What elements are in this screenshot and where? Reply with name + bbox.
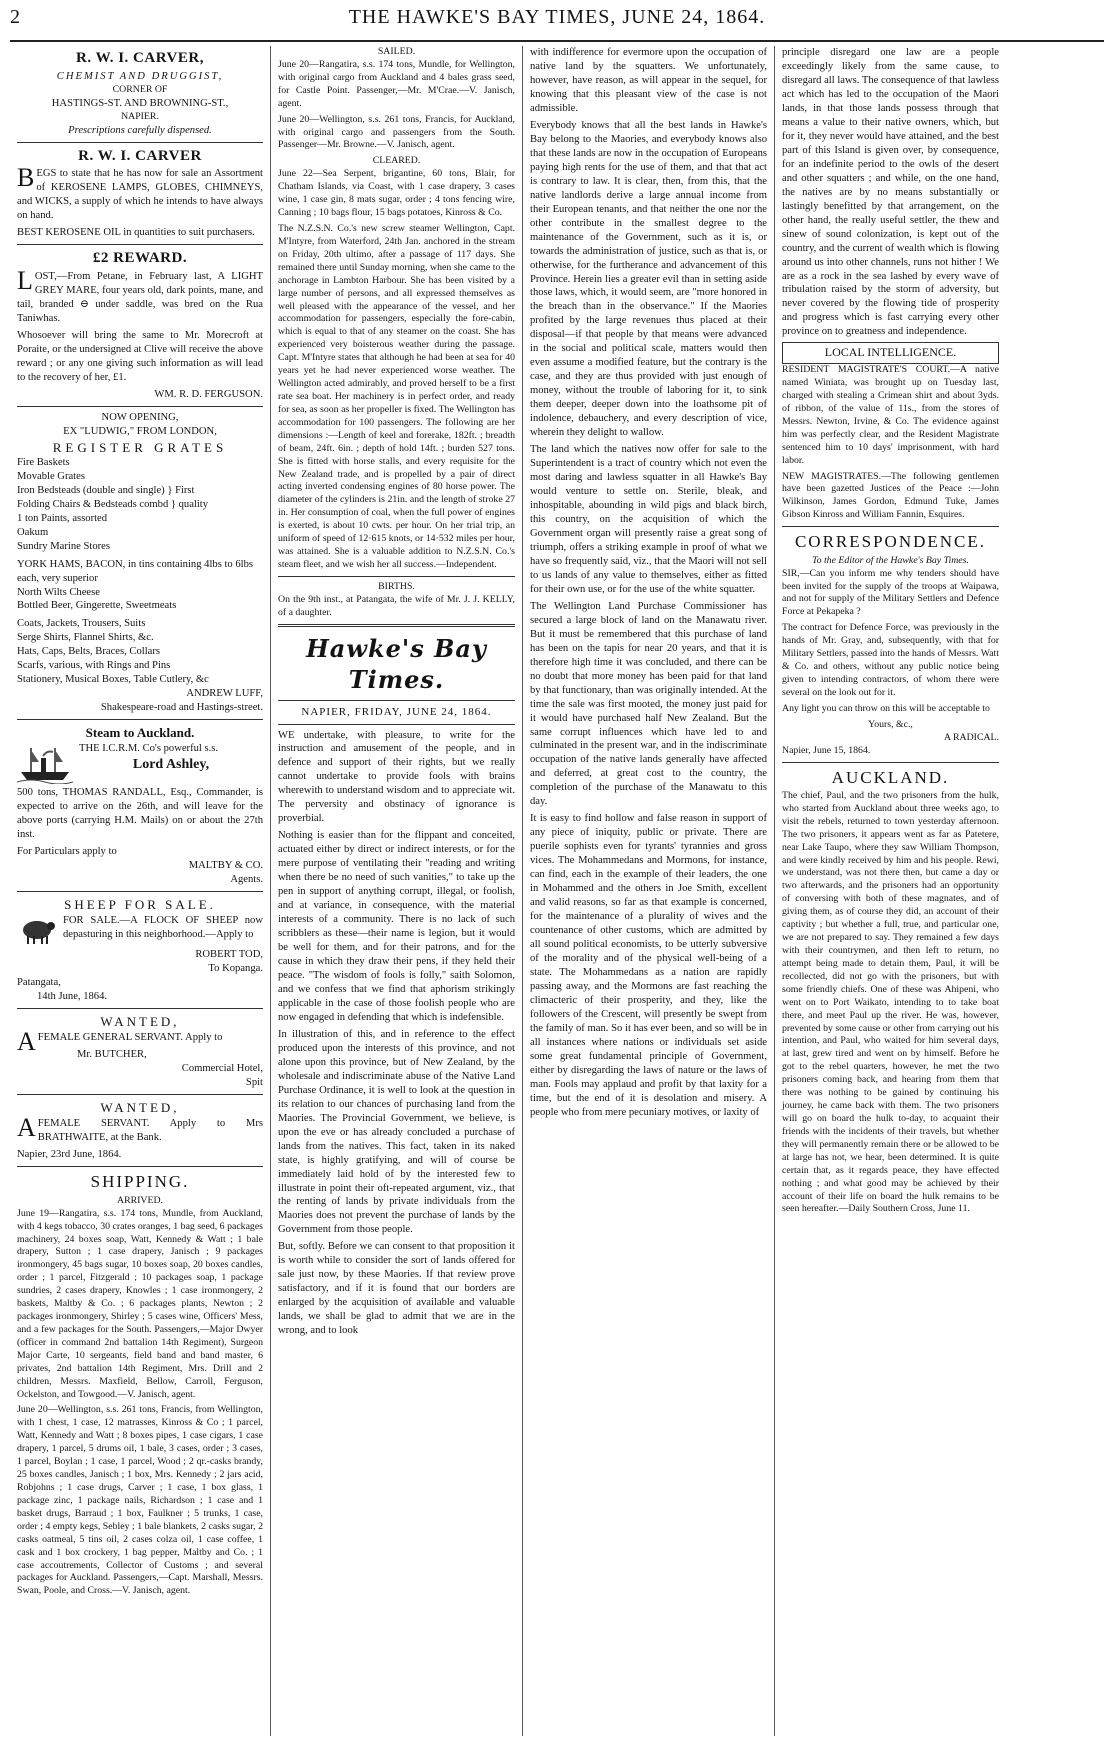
editorial-dateline: NAPIER, FRIDAY, JUNE 24, 1864. (301, 705, 492, 718)
steamship-icon (17, 744, 73, 784)
sheep-signed: ROBERT TOD, (195, 949, 263, 961)
sheep-text: FOR SALE.—A FLOCK OF SHEEP now depasturing in this neighborhood.—Apply to (63, 915, 263, 941)
correspondence-date: Napier, June 15, 1864. (782, 744, 871, 756)
cleared-heading: CLEARED. (372, 155, 421, 167)
correspondence-signed: A RADICAL. (944, 731, 999, 743)
auckland-article: The chief, Paul, and the two prisoners from the hulk, who started from Auckland about three weeks ago, to visit the rebels, returned to town yesterday afternoon. The two prisoners, it appears went as far as Patetere, near Lake Taupo, where they saw William Thompson, and were kindly received by him and his people. Rewi, we understand, was not there then, but came a day or two afterwards, and the prisoners had an opportunity of conversing with both of these magnates, and of giving them, as of course they did, an account of their captivity ; but whether a full, true, and particular one, we are not prepared to say. They remained a few days with their countrymen, and then left to return, no attempt being made to detain them, Paul, it will be recollected, did not go with the prisoners, but with some friendly chiefs. One of these was Ahipeni, who went on to Port Waikato, intending to to take boat there, and meet Paul up the river. He was, however, prevented by some cause or other from carrying out his intention, and Paul, who waited for him several days, at last, grew tired and went on by himself. Before he got to the rebel quarters, however, he met the two prisoners coming back, and hearing from them that there was nothing to be gained by continuing his journey, he came back with them. The two prisoners will go on board the hulk to-day, to acquaint their friends with the incidents of their travels, but whether they will permanently remain there or be allowed to be at large has not, we hear, been determined. It is quite certain that, as it regards peace, they have effected nothing ; and what good may be achieved by their account of their life on board the hulk remains to be seen hereafter.—Daily Southern Cross, June 11. (782, 789, 999, 1215)
steam-ship-name: Lord Ashley, (132, 757, 210, 773)
list-item: YORK HAMS, BACON, in tins containing 4lbs to 6lbs each, very superior (17, 558, 254, 584)
reward-signed: WM. R. D. FERGUSON. (154, 388, 263, 400)
correspondence-yours: Yours, &c., (868, 718, 913, 730)
editorial-paragraph: In illustration of this, and in reference to the effect produced upon the interests of this province, and not alone upon this province, but of New Zealand, by the wholesale and indiscriminate abuse of the Native Land Purchase Ordinance, it is well to look at the question in its relation to our chances of purchasing land from the Maories. The Provincial Government, we believe, is upon the eve or has already concluded a purchase of lands from the natives. This fact, taken in its naked state, is highly gratifying, and will of course be immediately laid hold of by the interested few to illustrate in point their oft-repeated argument, viz., that the renting of lands by private individuals from the Maories does not prevent the purchase of lands by the Government from those people. (278, 1028, 515, 1236)
masthead (10, 6, 1104, 42)
list-item: Oakum (17, 526, 49, 538)
carver-ad-corner: CORNER OF (112, 83, 168, 95)
newspaper-title: THE HAWKE'S BAY TIMES, JUNE 24, 1864. (348, 6, 766, 28)
cleared-entry: June 22—Sea Serpent, brigantine, 60 tons, Blair, for Chatham Islands, via Coast, with 1 case drapery, 3 cases wine, 1 case gin, 8 mats sugar, order ; 4 tons fencing wire, Canning ; 10 bags flour, 15 bags potatoes, Kinross & Co. (278, 168, 515, 219)
reward-text-2: Whosoever will bring the same to Mr. Morecroft at Poraite, or the undersigned at Clive will receive the above reward ; or any one giving such information as will lead to the recovery of her, £1. (17, 329, 263, 383)
luff-items (17, 456, 263, 554)
column-1 (10, 46, 270, 1736)
wanted-name: Mr. BUTCHER, (77, 1049, 147, 1061)
sheep-heading: SHEEP FOR SALE. (64, 897, 216, 913)
luff-signed: ANDREW LUFF, (186, 688, 263, 700)
correspondence-heading: CORRESPONDENCE. (794, 532, 987, 552)
local-intelligence-heading: LOCAL INTELLIGENCE. (782, 342, 999, 364)
wanted2-text: AFEMALE SERVANT. Apply to Mrs BRATHWAITE, at the Bank. (17, 1113, 263, 1144)
luff-address: Shakespeare-road and Hastings-street. (100, 702, 263, 714)
list-item: North Wilts Cheese (17, 586, 100, 598)
steam-freight: For Particulars apply to (17, 846, 117, 858)
wanted2-date: Napier, 23rd June, 1864. (17, 1149, 122, 1161)
list-item: Fire Baskets (17, 456, 70, 468)
steam-intro: THE I.C.R.M. Co's powerful s.s. (79, 743, 219, 755)
editorial-paragraph: principle disregard one law are a people exceedingly likely from the same cause, to disregard all laws. The consequence of that lawless act which has led to the occupation of the Maori lands, in that those lands possess through that means a value to their native owners, which, but for it, they never would have attained, and the best part of this Island is given over, by consequence, for an indefinite period to the owls of the desert and other squatters ; and while, on the one hand, the natives are by no means substantially or lastingly benefitted by that arrangement, on the other hand, the really useful settler, the thew and sinew of sound colonization, is kept out of the country, and the current of wealth which is flowing around us into other channels, runs not hither ! We are as a rock in the sea lashed by every wave of tribulation raised by the storm of adversity, but never covered by the flowing tide of prosperity and progress which is fast carrying every other province on to greatness and independence. (782, 47, 999, 338)
carver-ad-address: HASTINGS-ST. AND BROWNING-ST., (51, 97, 229, 109)
steam-text: 500 tons, THOMAS RANDALL, Esq., Commander, is expected to arrive on the 26th, and will leave for the above ports (carrying H.M. Mails) on or about the 27th inst. (17, 787, 263, 841)
carver-ad-trade: CHEMIST AND DRUGGIST, (56, 70, 224, 82)
carver-lamps-text: BEGS to state that he has now for sale an Assortment of KEROSENE LAMPS, GLOBES, CHIMNEYS, and WICKS, a supply of which he intends to have always on hand. (17, 163, 263, 222)
carver-lamps-name: R. W. I. CARVER (78, 147, 202, 164)
wanted-text: AFEMALE GENERAL SERVANT. Apply to (17, 1027, 223, 1057)
editorial-paragraph: It is easy to find hollow and false reason in support of any piece of iniquity, public or private. There are puerile sophists even for tyrants' tyrannies and gross vices. The Mohammedans and Mormons, for instance, can find, each in the example of their leaders, the one in Mohammed and the others in Joe Smith, excellent and valid reasons, so far as that example is concerned, for the maintenance of a plurality of wives and the countenance of other customs, which are admitted by all sound political economists, to be utterly subversive of the morality and of the physical well-being of a state. The Mohammedans as a nation are rapidly passing away, and the Mormons are fast reaching the climacteric of their prosperity, and they, like the followers of the Crescent, will presently be swept from the family of man. So it has ever been, and so will be in all instances where nations or individuals set aside some great fundamental principle of Government, either by disregarding the laws of nature or the laws of man. Fools may applaud and profit by that laxity for a time, but the end of it is desolation and misery. A people who from mere pecuniary motives, or laxity of (530, 813, 767, 1118)
wanted-place: Spit (245, 1077, 263, 1089)
sailed-entry: June 20—Rangatira, s.s. 174 tons, Mundle, for Wellington, with original cargo from Auckland and 4 bales grass seed, for Castle Point. Passenger,—Mr. M'Crae.—V. Janisch, agent. (278, 58, 515, 109)
editorial-paragraph: The Wellington Land Purchase Commissioner has secured a large block of land on the Manawatu river. But it must be remembered that this purchase of land has been on the tapis for near 20 years, and that it is therefore high time it was concluded, and there can be no doubt that more money has been paid for that land by that functionary, than was originally intended. At the time the sale was first mooted, the money just paid for it would have purchased half New Zealand. But the same corrupt influences which have led to and culminated in the present war, and in the indiscriminate occupation of the native lands generally have affected and deferred, at great cost to the country, the completion of the purchase of the Manawatu to this day. (530, 600, 767, 808)
editorial-paragraph: Nothing is easier than for the flippant and conceited, actuated either by direct or indirect interests, or for the mere purpose of ventilating their "reading and writing when there be no need of such vanities," to take up the pen in support of anything corrupt, illegal, or foolish, and at variance, in consequence, with the material interests of a community. There is no lack of such scribblers as these—their name is legion, but it would be well for them, and for their patrons, and for the cause in which they draw their pens, if they held their peace. "The wisdom of fools is folly," saith Solomon, and we confess that we find that aphorism strikingly applicable in the case of those foolish people who are now engaged in defending that which is indefensible. (278, 830, 515, 1023)
reward-heading: £2 REWARD. (92, 250, 188, 267)
list-item: Hats, Caps, Belts, Braces, Collars (17, 646, 160, 658)
luff-opening: NOW OPENING, (101, 411, 179, 423)
sheep-town: Patangata, (17, 977, 61, 989)
list-item: 1 ton Paints, assorted (17, 512, 108, 524)
sheep-date: 14th June, 1864. (37, 991, 108, 1003)
luff-items-food (17, 558, 263, 614)
correspondence-paragraph: Any light you can throw on this will be acceptable to (782, 702, 990, 714)
list-item: Scarfs, various, with Rings and Pins (17, 660, 171, 672)
steam-agents-label: Agents. (230, 874, 263, 886)
carver-ad-town: NAPIER. (121, 110, 159, 122)
luff-items-clothing (17, 617, 263, 687)
sheep-place: To Kopanga. (208, 963, 263, 975)
correspondence-paragraph: The contract for Defence Force, was previously in the hands of Mr. Gray, and, subsequently, with that for Military Settlers, passed into the hands of Messrs. Watt & Co. and others, without any public notice being given to intending contractors, of whom there were several on the look out for it. (782, 622, 999, 698)
list-item: Coats, Jackets, Trousers, Suits (17, 618, 146, 630)
editorial-paragraph: Everybody knows that all the best lands in Hawke's Bay belong to the Maories, and everybody knows also that these lands are now in the occupation of Europeans paying high rents for the use of them, and that that act is contrary to law. It is clear, then, from this, that the native landlords derive a large annual income from their European tenants, and that neither the one nor the other contribute in the smallest degree to the maintenance of the Government, such as it is, or towards the administration of justice, such as that is, or otherwise, for the furtherance and advancement of this Province. Herein lies a greater evil than in setting aside those laws, which, it would seem, are "more honored in the breach than in the observance." If the Maories profited by the large revenues thus placed at their disposal—if that people by that means were advanced in the social and political scale, matters would then even assume a modified feature, but the contrary is the case, and they are thus provided with just enough of money, without the trouble of laboring for it, to sink them deeper, deeper down into the loathsome pit of indolence, debauchery, and every description of vice, wherein they delight to wallow. (530, 119, 767, 439)
list-item: Iron Bedsteads (double and single) } First (17, 484, 195, 496)
list-item: Movable Grates (17, 470, 85, 482)
newspaper-nameplate: Hawke's Bay Times. (306, 633, 487, 695)
editorial-paragraph: with indifference for evermore upon the occupation of native land by the squatters. We unfortunately, however, have reason, as will appear in the sequel, for knowing that this pleasant view of the case is not admissible. (530, 47, 767, 114)
carver-lamps-oil: BEST KEROSENE OIL in quantities to suit purchasers. (17, 227, 255, 239)
column-2 (270, 46, 522, 1736)
editorial-paragraph: The land which the natives now offer for sale to the Superintendent is a tract of country which not even the most daring and lawless squatter in all Hawke's Bay would venture to settle on. Sterile, bleak, and inhospitable, abounding in wild pigs and black birch, this country, on the acquisition of which the Government organ will presently raise a great song of triumph, offers a striking example in proof of what we have so frequently said, viz., that the Maori will not sell to us lands of any value to themselves, either as fitted for their own use, or for the use of the white squatter. (530, 444, 767, 595)
column-4 (774, 46, 1006, 1736)
wanted-hotel: Commercial Hotel, (181, 1063, 263, 1075)
sailed-heading: SAILED. (377, 46, 416, 57)
wanted2-heading: WANTED, (100, 1100, 180, 1116)
page-number: 2 (10, 6, 20, 28)
editorial-paragraph: WE undertake, with pleasure, to write for the instruction and amusement of the people, and in defence and support of their rights, but we really cannot undertake to provide fools with brains wherewith to understand wisdom and to appreciate wit. The perversity and obstinacy of ignorance is proverbial. (278, 729, 515, 825)
luff-ex: EX "LUDWIG," FROM LONDON, (63, 425, 217, 437)
list-item: Folding Chairs & Bedsteads combd } quality (17, 498, 209, 510)
auckland-heading: AUCKLAND. (831, 767, 950, 787)
births-text: On the 9th inst., at Patangata, the wife of Mr. J. J. KELLY, of a daughter. (278, 593, 515, 618)
column-3 (522, 46, 774, 1736)
births-heading: BIRTHS. (378, 580, 415, 592)
editorial-paragraph: But, softly. Before we can consent to that proposition it is worth while to consider the sort of lands offered for sale just now, by these Maories. If that review prove satisfactory, and if it is found that our borders are enlarged by the acquisition of available and valuable lands, we shall be glad to admit that we are in the wrong, and to look (278, 1241, 515, 1337)
nzsn-article: The N.Z.S.N. Co.'s new screw steamer Wellington, Capt. M'Intyre, from Waterford, 24th Jan. anchored in the stream on Friday, 20th ultimo, after a passage of 117 days. She remained there until Sunday morning, when she came to the anchorage in Lambton Harbour. She has been visited by a large number of persons, and all expressed themselves as well pleased with the appearance of the vessel, and her accommodation for passengers, especially the fore-cabin, which is equal to that of any steamer on the coast. She has experienced very boisterous weather during the passage. Capt. M'Intyre states that although he had been at sea for 40 years yet he had never experienced worse weather. The Wellington acted admirably, and proved herself to be a first rate sea boat. Her machinery is in perfect order, and ready for sea, as soon as her propeller is fixed. The Wellington has accommodation for 100 passengers. The following are her dimensions :—Length of keel and forerake, 182ft. ; breadth of beam, 24ft. 6in. ; depth of hold 14ft. ; burden 527 tons. She is fitted with horse stalls, and every requisite for the New Zealand trade, and is propelled by a pair of direct acting inverted condensing engines of 80 horse power. The diameter of the cylinders is 21in. and the length of stroke 27 in. Her consumption of coal, when the full power of engines is exerted, is about 10 cwts. per hour. On her trial trip, an uniform of speed of 12·615 knots, or 14·532 miles per hour, was attained. She is a valuable addition to N.Z.S.N. Co.'s steam fleet, and we wish her all success.—Independent. (278, 222, 515, 570)
sheep-icon (17, 916, 57, 946)
list-item: Sundry Marine Stores (17, 540, 110, 552)
correspondence-to: To the Editor of the Hawke's Bay Times. (812, 554, 969, 566)
correspondence-paragraph: SIR,—Can you inform me why tenders should have been invited for the supply of the troops at Waipawa, and not for supply of the Military Settlers and Defence Force at Pekapeka ? (782, 567, 999, 618)
shipping-heading: SHIPPING. (90, 1172, 190, 1192)
shipping-arrived: ARRIVED. (117, 1194, 163, 1206)
carver-ad-name: R. W. I. CARVER, (76, 50, 204, 66)
carver-ad-note: Prescriptions carefully dispensed. (68, 124, 212, 136)
reward-text: LOST,—From Petane, in February last, A LIGHT GREY MARE, four years old, dark points, mane, and tail, branded ⊖ under saddle, was bred on the Rua Taniwhas. (17, 265, 263, 324)
steam-heading: Steam to Auckland. (85, 725, 195, 741)
rm-court-item: RESIDENT MAGISTRATE'S COURT.—A native named Winiata, was brought up on Tuesday last, charged with stealing a Crimean shirt and about 3yds. of ribbon, of the value of 11s., from the stores of Messrs. Newton, Irvine, & Co. The evidence against him was perfectly clear, and the Resident Magistrate sentenced him to 10 days' imprisonment, with hard labor. (782, 364, 999, 466)
sailed-entry: June 20—Wellington, s.s. 261 tons, Francis, for Auckland, with original cargo and passengers from the South. Passenger—Mr. Browne.—V. Janisch, agent. (278, 113, 515, 151)
list-item: Bottled Beer, Gingerette, Sweetmeats (17, 600, 177, 612)
list-item: Stationery, Musical Boxes, Table Cutlery, &c (17, 674, 209, 686)
new-magistrates-item: NEW MAGISTRATES.—The following gentlemen have been gazetted Justices of the Peace :—John Wilkinson, James Gordon, Edmund Tuke, James Gibson Kinross and William Fannin, Esquires. (782, 470, 999, 521)
list-item: Serge Shirts, Flannel Shirts, &c. (17, 632, 154, 644)
shipping-entry: June 19—Rangatira, s.s. 174 tons, Mundle, from Auckland, with 4 kegs tobacco, 30 crates oranges, 1 bag seed, 6 packages machinery, 24 boxes soap, Watt, Kennedy & Watt ; 1 bale drapery, Sutton ; 1 case drapery, Janisch ; 9 packages ironmongery, 45 bags sugar, 10 boxes soap, 20 boxes candles, order ; 1 parcel, Fitzgerald ; 10 packages soap, 1 package sundries, 2 cases drapery, Knowles ; 1 case ironmongery, 2 baskets, Maltby & Co. ; 6 packages plants, Newton ; 2 packages ironmongery, Shirley ; 5 cases wine, Officers' Mess, and a few packages for the South. Passengers,—Major Dwyer (officer in command 2nd battalion 14th Regiment), Surgeon Major Carte, 10 sergeants, field band and band master, 6 privates, 2nd battalion 14th Regiment, Mrs. Drill and 2 children, Messrs. Maxfield, Bellow, Carroll, Ferguson, Ockelston, and Towgood.—V. Janisch, agent. (17, 1207, 263, 1400)
wanted-heading: WANTED, (100, 1014, 180, 1030)
steam-agent: MALTBY & CO. (188, 860, 263, 872)
shipping-entry: June 20—Wellington, s.s. 261 tons, Francis, from Wellington, with 1 chest, 1 case, 12 matrasses, Kinross & Co ; 1 parcel, Watt, Kennedy and Watt ; 8 boxes pipes, 1 case cigars, 1 case drapery, 1 parcel, 5 drums oil, 1 bale, 3 cases, order ; 3 cases, 1 parcel, Boylan ; 1 case, 1 parcel, Wood ; 2 qr.-casks brandy, 25 boxes candles, Janisch ; 1 box, Mrs. Kennedy ; 2 jars acid, Robjohns ; 1 case drugs, Carver ; 1 case, 1 box glass, 1 package zinc, 1 package nails, Richardson ; 1 case and 1 basket drugs, Barraud ; 1 box, Faulkner ; 5 trunks, 1 case, order ; 4 empty kegs, Sebley ; 1 bale blankets, 2 casks sugar, 2 casks oatmeal, 5 tins oil, 2 cases colza oil, 1 case coffee, 1 cask and 1 box crockery, 1 bag pepper, Maltby and Co. ; 1 case accoutrements, Collector of Customs ; and several packages for Auckland. Passengers,—Capt. Marshall, Messrs. Swan, Poole, and Cross.—V. Janisch, agent. (17, 1404, 263, 1597)
luff-grates: REGISTER GRATES (52, 439, 228, 455)
